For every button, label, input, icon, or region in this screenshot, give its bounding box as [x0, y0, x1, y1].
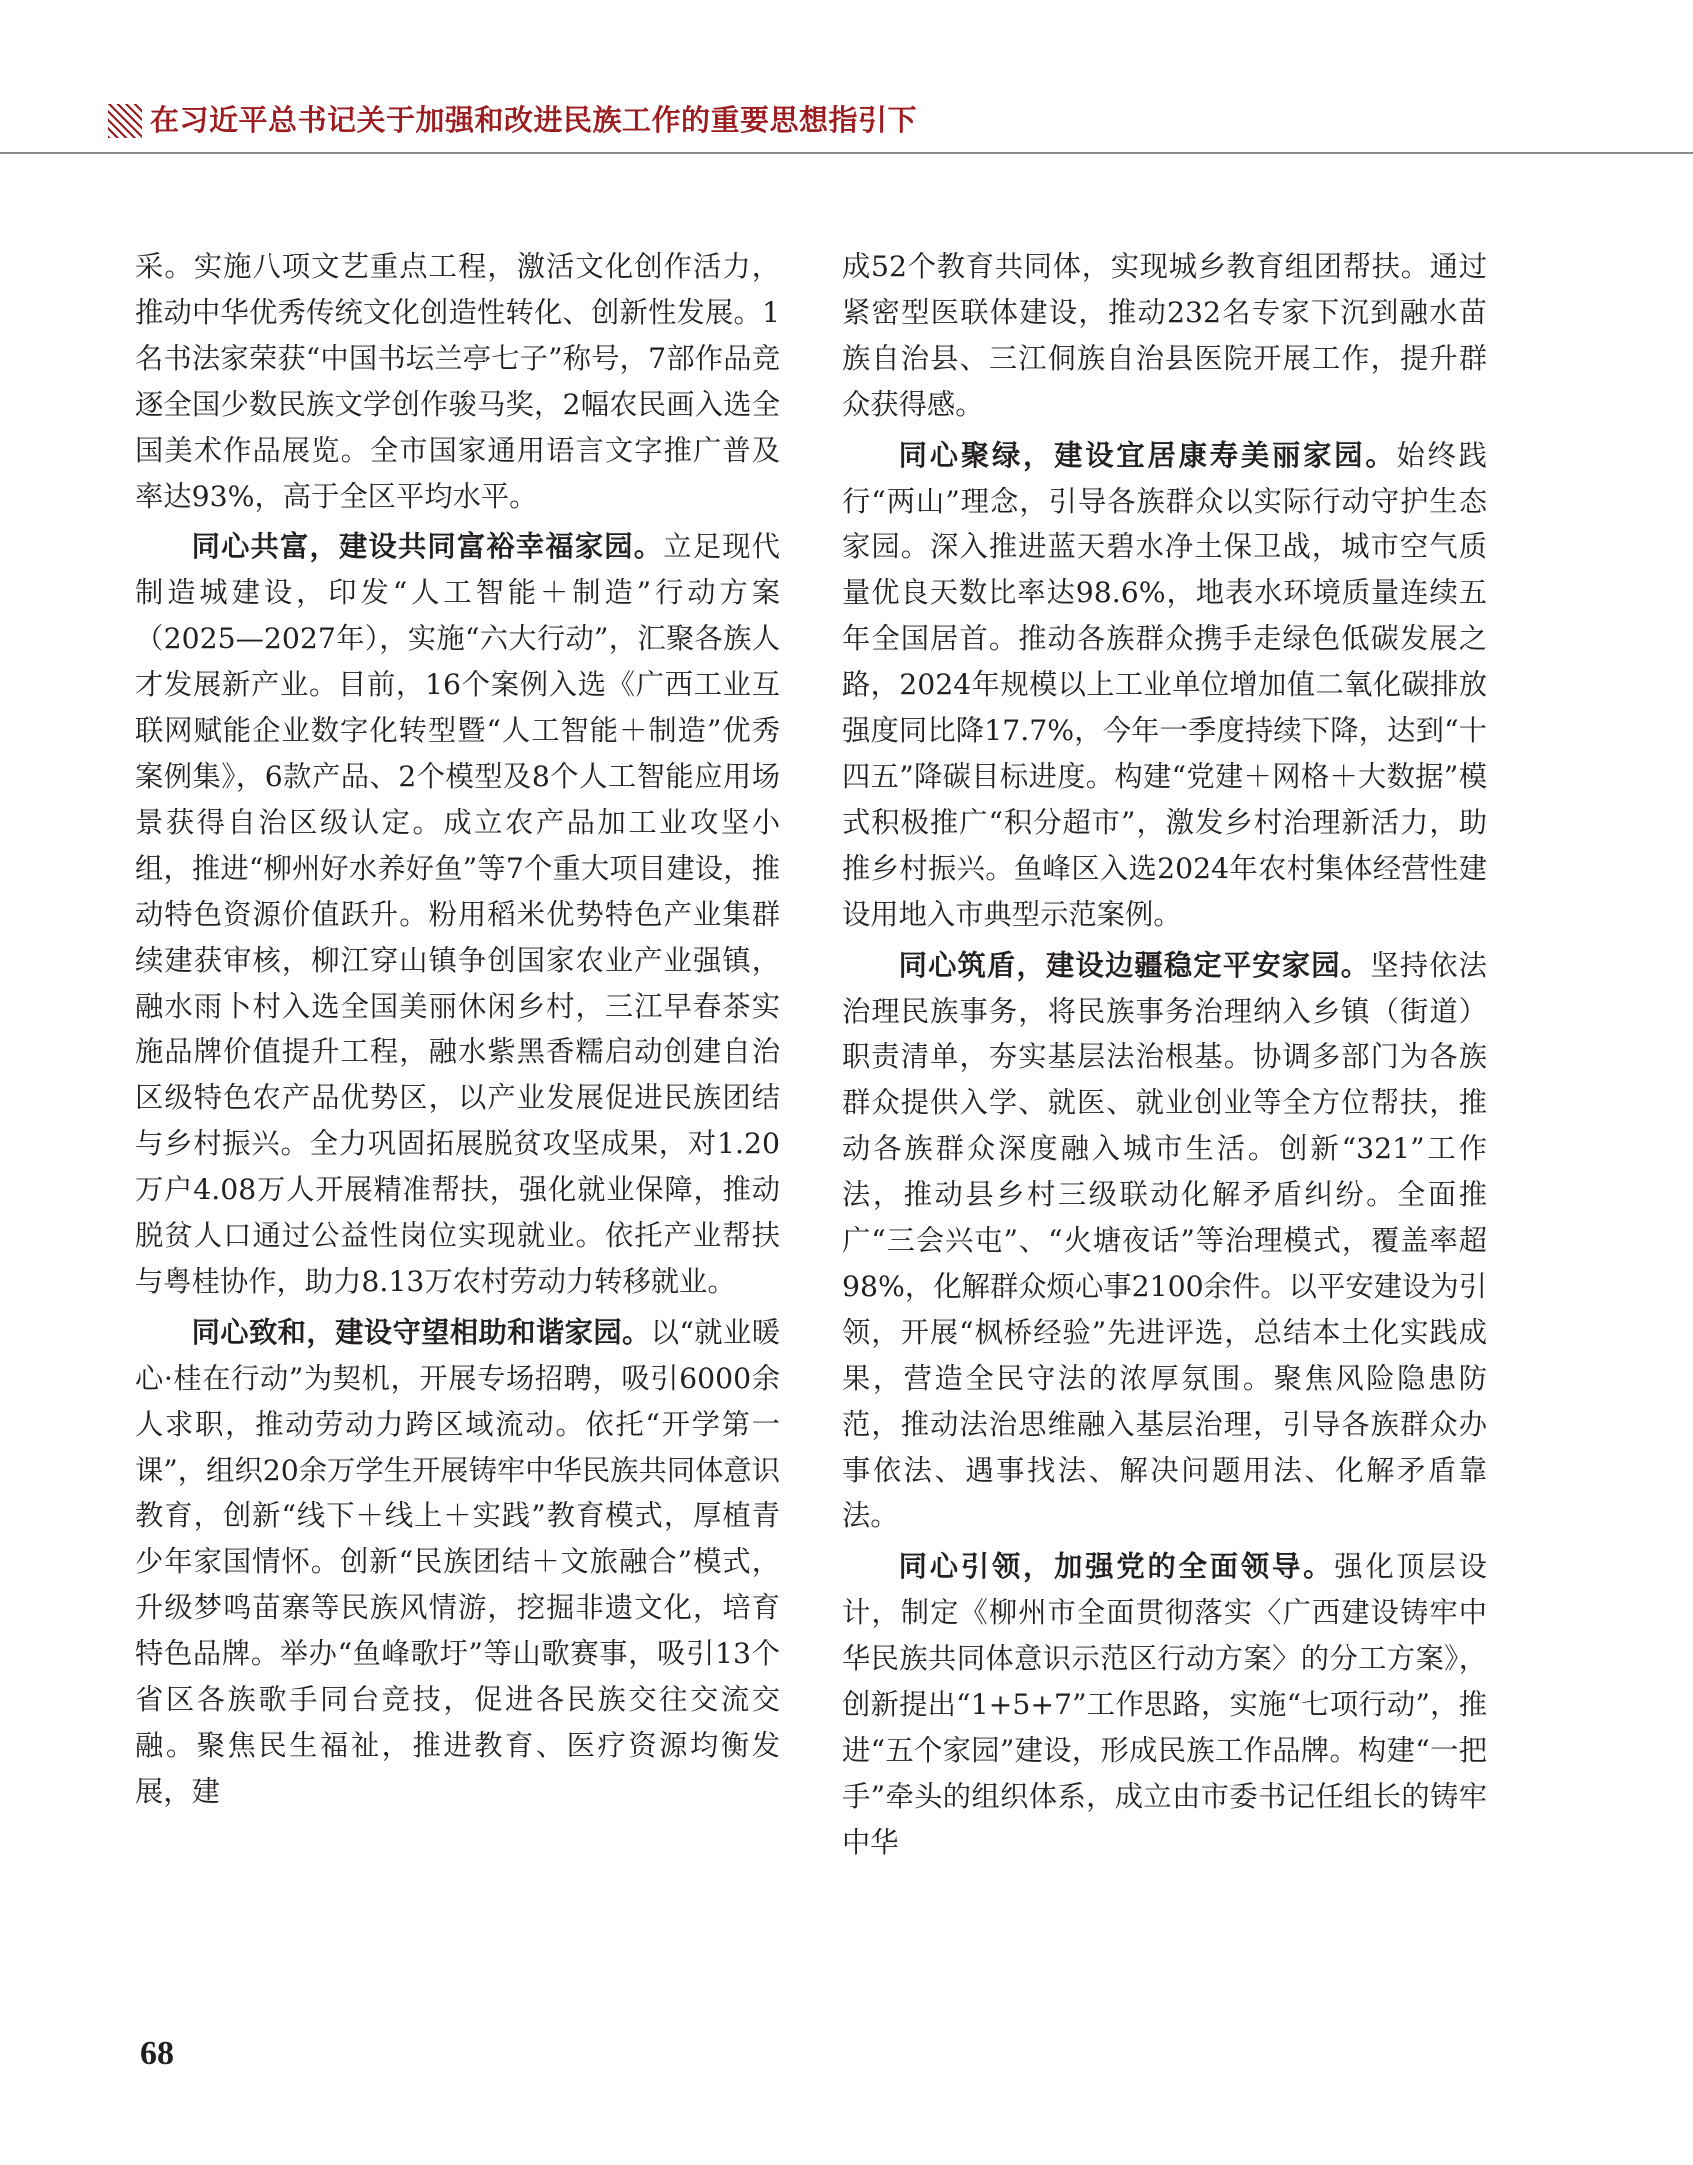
paragraph-continuation: [135, 244, 780, 519]
paragraph-text: 强化顶层设计，制定《柳州市全面贯彻落实〈广西建设铸牢中华民族共同体意识示范区行动方案〉的分工方案》，创新提出“1+5+7”工作思路，实施“七项行动”，推进“五个家园”建设，形成民族工作品牌。构建“一把手”牵头的组织体系，成立由市委书记任组长的铸牢中华: [842, 1550, 1487, 1859]
right-column: [842, 244, 1487, 1866]
paragraph-text: 成52个教育共同体，实现城乡教育组团帮扶。通过紧密型医联体建设，推动232名专家下沉到融水苗族自治县、三江侗族自治县医院开展工作，提升群众获得感。: [842, 250, 1487, 421]
running-header-title: 在习近平总书记关于加强和改进民族工作的重要思想指引下: [150, 103, 918, 137]
paragraph-lead: 同心聚绿，建设宜居康寿美丽家园。: [898, 438, 1397, 472]
paragraph-lead: 同心共富，建设共同富裕幸福家园。: [191, 530, 664, 564]
hatch-mark-icon: [108, 104, 142, 138]
header-divider: [0, 152, 1693, 154]
paragraph-text: 立足现代制造城建设，印发“人工智能＋制造”行动方案（2025—2027年），实施“六大行动”，汇聚各族人才发展新产业。目前，16个案例入选《广西工业互联网赋能企业数字化转型暨“人工智能＋制造”优秀案例集》，6款产品、2个模型及8个人工智能应用场景获得自治区级认定。成立农产品加工业攻坚小组，推进“柳州好水养好鱼”等7个重大项目建设，推动特色资源价值跃升。粉用稻米优势特色产业集群续建获审核，柳江穿山镇争创国家农业产业强镇，融水雨卜村入选全国美丽休闲乡村，三江早春茶实施品牌价值提升工程，融水紫黑香糯启动创建自治区级特色农产品优势区，以产业发展促进民族团结与乡村振兴。全力巩固拓展脱贫攻坚成果，对1.20万户4.08万人开展精准帮扶，强化就业保障，推动脱贫人口通过公益性岗位实现就业。依托产业帮扶与粤桂协作，助力8.13万农村劳动力转移就业。: [135, 530, 780, 1298]
page-number: 68: [140, 2035, 174, 2072]
paragraph-text: 坚持依法治理民族事务，将民族事务治理纳入乡镇（街道）职责清单，夯实基层法治根基。协调多部门为各族群众提供入学、就医、就业创业等全方位帮扶，推动各族群众深度融入城市生活。创新“321”工作法，推动县乡村三级联动化解矛盾纠纷。全面推广“三会兴屯”、“火塘夜话”等治理模式，覆盖率超98%，化解群众烦心事2100余件。以平安建设为引领，开展“枫桥经验”先进评选，总结本土化实践成果，营造全民守法的浓厚氛围。聚焦风险隐患防范，推动法治思维融入基层治理，引导各族群众办事依法、遇事找法、解决问题用法、化解矛盾靠法。: [842, 948, 1487, 1533]
paragraph-harmony: [135, 1310, 780, 1815]
paragraph-security: [842, 943, 1487, 1540]
paragraph-green: [842, 433, 1487, 938]
paragraph-common-prosperity: [135, 524, 780, 1304]
left-column: [135, 244, 780, 1815]
paragraph-lead: 同心引领，加强党的全面领导。: [898, 1550, 1335, 1584]
paragraph-text: 采。实施八项文艺重点工程，激活文化创作活力，推动中华优秀传统文化创造性转化、创新性发展。1名书法家荣获“中国书坛兰亭七子”称号，7部作品竞逐全国少数民族文学创作骏马奖，2幅农民画入选全国美术作品展览。全市国家通用语言文字推广普及率达93%，高于全区平均水平。: [135, 250, 780, 513]
paragraph-text: 始终践行“两山”理念，引导各族群众以实际行动守护生态家园。深入推进蓝天碧水净土保卫战，城市空气质量优良天数比率达98.6%，地表水环境质量连续五年全国居首。推动各族群众携手走绿色低碳发展之路，2024年规模以上工业单位增加值二氧化碳排放强度同比降17.7%，今年一季度持续下降，达到“十四五”降碳目标进度。构建“党建＋网格＋大数据”模式积极推广“积分超市”，激发乡村治理新活力，助推乡村振兴。鱼峰区入选2024年农村集体经营性建设用地入市典型示范案例。: [842, 438, 1487, 931]
paragraph-leadership: [842, 1544, 1487, 1865]
running-header: [0, 92, 1693, 152]
paragraph-lead: 同心致和，建设守望相助和谐家园。: [191, 1315, 651, 1349]
paragraph-lead: 同心筑盾，建设边疆稳定平安家园。: [898, 948, 1371, 982]
paragraph-continuation: [842, 244, 1487, 428]
paragraph-text: 以“就业暖心·桂在行动”为契机，开展专场招聘，吸引6000余人求职，推动劳动力跨区域流动。依托“开学第一课”，组织20余万学生开展铸牢中华民族共同体意识教育，创新“线下＋线上＋实践”教育模式，厚植青少年家国情怀。创新“民族团结＋文旅融合”模式，升级梦鸣苗寨等民族风情游，挖掘非遗文化，培育特色品牌。举办“鱼峰歌圩”等山歌赛事，吸引13个省区各族歌手同台竞技，促进各民族交往交流交融。聚焦民生福祉，推进教育、医疗资源均衡发展，建: [135, 1315, 780, 1808]
